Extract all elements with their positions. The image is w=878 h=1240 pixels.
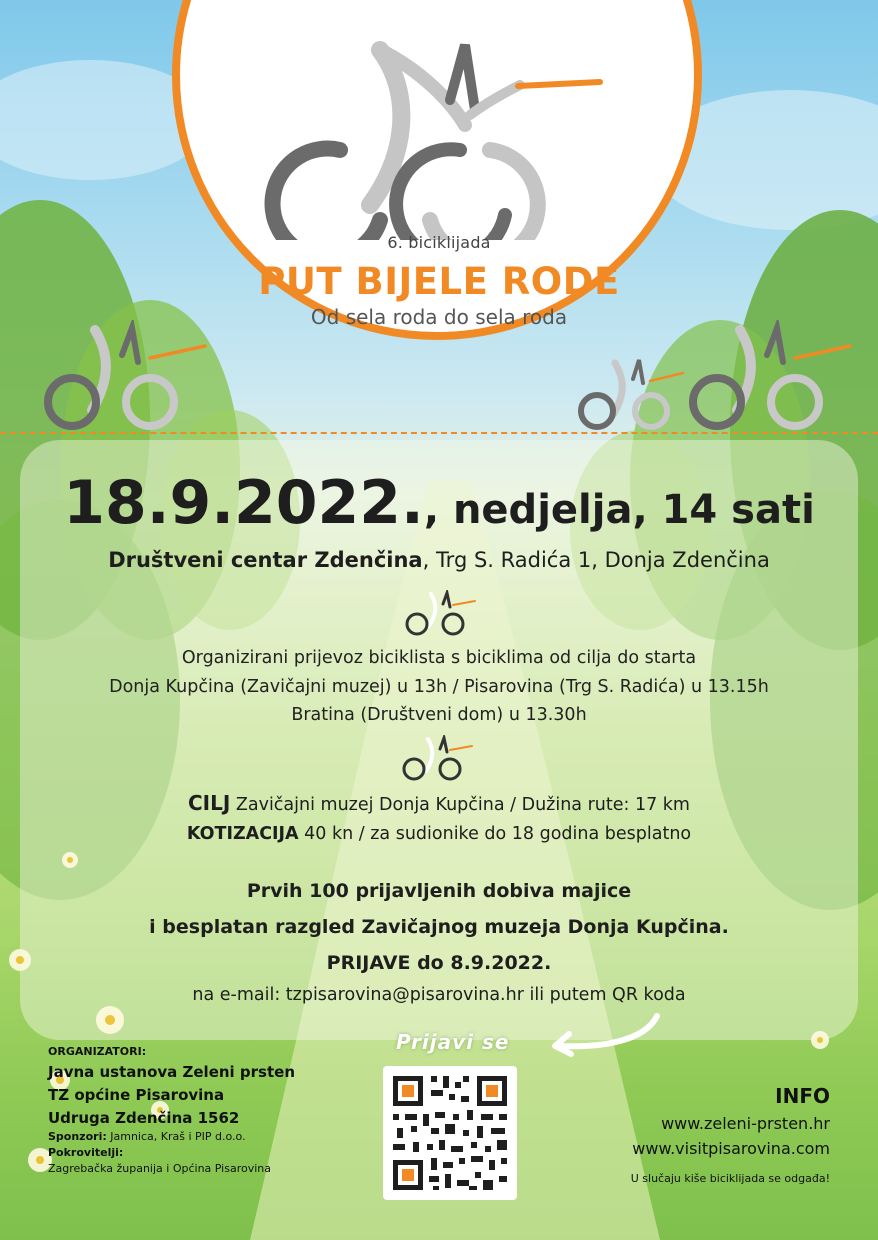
cyclist-right-small-icon — [575, 355, 685, 430]
edition-label: 6. biciklijada — [387, 233, 491, 252]
dashed-divider — [0, 432, 878, 434]
patrons-text: Zagrebačka županija i Općina Pisarovina — [48, 1162, 271, 1175]
info-heading: INFO — [775, 1084, 830, 1108]
goal-text: Zavičajni muzej Donja Kupčina / Dužina rute: 17 km — [230, 795, 690, 815]
goal-label: CILJ — [188, 791, 231, 815]
registration-fee — [0, 824, 878, 844]
sponsors-text: Jamnica, Kraš i PIP d.o.o. — [106, 1130, 246, 1143]
organizer-item: Udruga Zdenčina 1562 — [48, 1109, 240, 1127]
cyclist-separator-icon-2 — [400, 735, 474, 783]
qr-code-icon — [383, 1066, 517, 1200]
stork-bicycle-logo — [260, 30, 620, 240]
event-tagline: Od sela roda do sela roda — [310, 305, 568, 329]
cyclist-left-icon — [40, 320, 210, 430]
transport-line-2: Donja Kupčina (Zavičajni muzej) u 13h / Pisarovina (Trg S. Radića) u 13.15h — [109, 677, 769, 697]
event-venue — [0, 548, 878, 572]
organizers-block — [48, 1045, 295, 1175]
info-link-visitpisarovina[interactable]: www.visitpisarovina.com — [632, 1139, 830, 1158]
transport-line-3: Bratina (Društveni dom) u 13.30h — [291, 705, 587, 725]
registration-deadline: PRIJAVE do 8.9.2022. — [326, 952, 552, 974]
cyclist-right-icon — [685, 320, 855, 430]
fee-text: 40 kn / za sudionike do 18 godina besplatno — [298, 824, 692, 844]
organizer-item: Javna ustanova Zeleni prsten — [48, 1063, 296, 1081]
cyclist-separator-icon — [403, 590, 477, 638]
event-date — [0, 468, 878, 538]
date-value: 18.9.2022. — [63, 468, 424, 538]
day-time: , nedjelja, 14 sati — [423, 487, 815, 533]
promo-line-1: Prvih 100 prijavljenih dobiva majice — [246, 880, 632, 902]
sponsors-line — [48, 1130, 295, 1143]
route-goal — [0, 791, 878, 815]
organizer-item: TZ općine Pisarovina — [48, 1086, 225, 1104]
registration-contact: na e-mail: tzpisarovina@pisarovina.hr ili putem QR koda — [192, 985, 686, 1005]
promo-line-2: i besplatan razgled Zavičajnog muzeja Donja Kupčina. — [149, 916, 729, 938]
arrow-left-icon — [545, 1010, 665, 1060]
info-block — [631, 1084, 830, 1185]
venue-name: Društveni centar Zdenčina — [108, 548, 423, 572]
rain-note: U slučaju kiše biciklijada se odgađa! — [630, 1172, 830, 1185]
qr-code[interactable] — [383, 1066, 517, 1200]
fee-label: KOTIZACIJA — [186, 824, 299, 844]
patrons-label: Pokrovitelji: — [48, 1146, 124, 1159]
transport-line-1: Organizirani prijevoz biciklista s biciklima od cilja do starta — [181, 648, 697, 668]
info-link-zeleni-prsten[interactable]: www.zeleni-prsten.hr — [661, 1114, 830, 1133]
sponsors-label: Sponzori: — [48, 1130, 107, 1143]
event-title: PUT BIJELE RODE — [258, 260, 620, 303]
venue-address: , Trg S. Radića 1, Donja Zdenčina — [422, 548, 770, 572]
organizers-heading: ORGANIZATORI: — [48, 1045, 147, 1058]
register-label: Prijavi se — [396, 1030, 510, 1054]
